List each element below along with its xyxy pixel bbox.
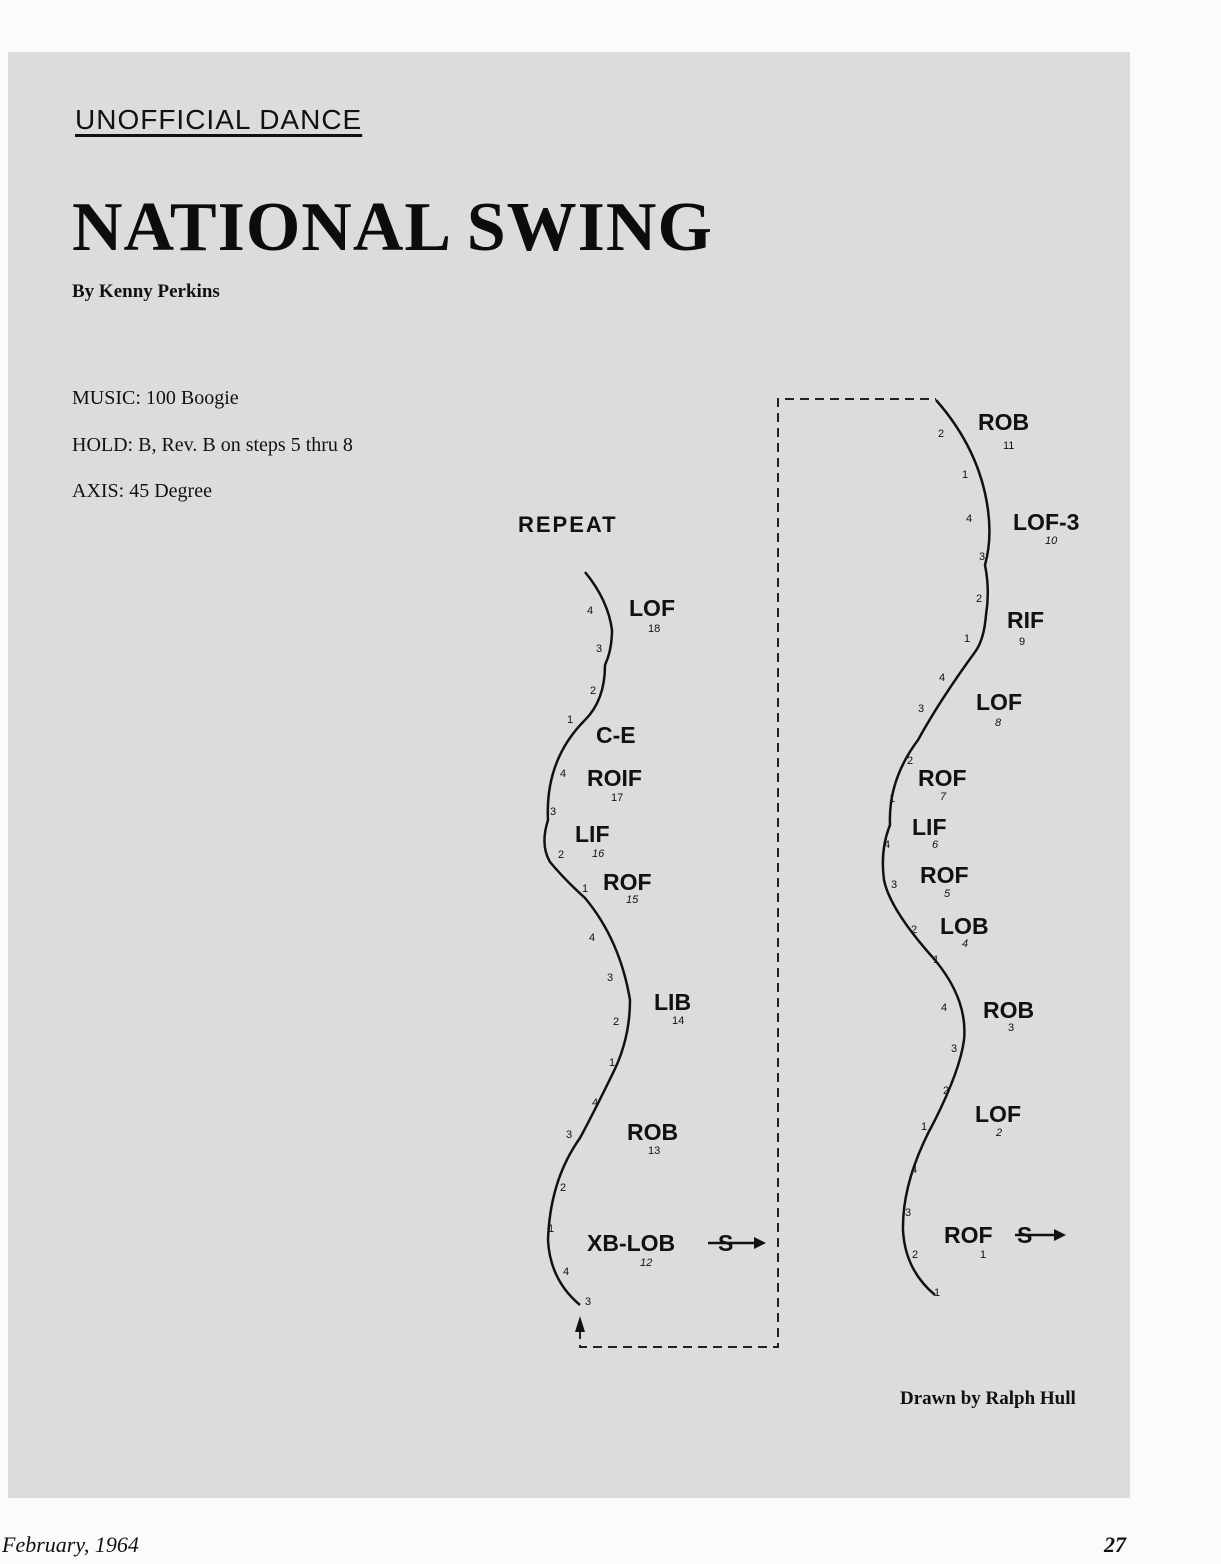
svg-text:3: 3 — [905, 1207, 912, 1219]
hold-detail: HOLD: B, Rev. B on steps 5 thru 8 — [72, 434, 353, 456]
svg-text:4: 4 — [884, 839, 891, 851]
svg-text:1: 1 — [964, 633, 971, 645]
svg-text:4: 4 — [941, 1002, 948, 1014]
start-marker-right: S — [1017, 1222, 1033, 1248]
step-label-15: ROF — [603, 869, 652, 895]
svg-text:3: 3 — [918, 703, 925, 715]
svg-text:2: 2 — [943, 1085, 950, 1097]
step-label-7: ROF — [918, 765, 967, 791]
step-number-10: 10 — [1045, 535, 1058, 547]
start-marker-left: S — [718, 1230, 734, 1256]
step-label-18: LOF — [629, 595, 675, 621]
step-number-5: 5 — [944, 888, 951, 900]
svg-text:4: 4 — [560, 768, 567, 780]
step-label-16: LIF — [575, 821, 610, 847]
svg-text:4: 4 — [589, 932, 596, 944]
svg-text:3: 3 — [596, 643, 603, 655]
svg-text:3: 3 — [566, 1129, 573, 1141]
svg-text:1: 1 — [609, 1057, 616, 1069]
step-number-6: 6 — [932, 839, 939, 851]
step-label-11: ROB — [978, 409, 1030, 435]
right-column-labels — [912, 409, 1079, 1261]
step-label-ce: C-E — [596, 722, 636, 748]
svg-text:3: 3 — [607, 972, 614, 984]
step-number-8: 8 — [995, 717, 1002, 729]
step-number-16: 16 — [592, 848, 605, 860]
step-number-15: 15 — [626, 894, 639, 906]
drawing-credit: Drawn by Ralph Hull — [900, 1388, 1076, 1409]
svg-text:3: 3 — [979, 551, 986, 563]
svg-text:1: 1 — [567, 714, 574, 726]
svg-text:4: 4 — [939, 672, 946, 684]
svg-text:3: 3 — [585, 1296, 592, 1308]
step-number-11: 11 — [1003, 440, 1015, 452]
up-arrow-icon — [575, 1316, 585, 1332]
step-number-9: 9 — [1019, 636, 1026, 648]
step-label-2: LOF — [975, 1101, 1021, 1127]
step-number-13: 13 — [648, 1145, 661, 1157]
svg-text:4: 4 — [563, 1266, 570, 1278]
svg-text:4: 4 — [587, 605, 594, 617]
step-number-2: 2 — [996, 1127, 1003, 1139]
byline: By Kenny Perkins — [72, 281, 220, 302]
svg-text:1: 1 — [933, 954, 940, 966]
repeat-label: REPEAT — [518, 512, 618, 537]
step-label-1: ROF — [944, 1222, 993, 1248]
right-arrow-icon — [1054, 1229, 1066, 1241]
step-label-10: LOF-3 — [1013, 509, 1080, 535]
step-label-5: ROF — [920, 862, 969, 888]
svg-text:3: 3 — [951, 1043, 958, 1055]
section-kicker: UNOFFICIAL DANCE — [75, 104, 363, 135]
svg-text:1: 1 — [934, 1287, 941, 1299]
step-number-18: 18 — [648, 623, 661, 635]
svg-text:4: 4 — [911, 1164, 918, 1176]
step-number-17: 17 — [611, 792, 624, 804]
page-title: NATIONAL SWING — [72, 189, 713, 266]
step-number-3: 3 — [1008, 1022, 1015, 1034]
svg-text:3: 3 — [891, 879, 898, 891]
svg-text:1: 1 — [921, 1121, 928, 1133]
svg-text:4: 4 — [966, 513, 973, 525]
svg-text:2: 2 — [558, 849, 565, 861]
step-label-14: LIB — [654, 989, 692, 1015]
step-label-3: ROB — [983, 997, 1035, 1023]
step-number-4: 4 — [962, 938, 969, 950]
step-label-6: LIF — [912, 814, 947, 840]
step-label-13: ROB — [627, 1119, 679, 1145]
step-label-9: RIF — [1007, 607, 1045, 633]
svg-text:2: 2 — [613, 1016, 620, 1028]
axis-detail: AXIS: 45 Degree — [72, 480, 212, 502]
svg-text:3: 3 — [550, 806, 557, 818]
step-label-8: LOF — [976, 689, 1022, 715]
step-label-4: LOB — [940, 913, 989, 939]
step-number-7: 7 — [940, 791, 947, 803]
svg-text:1: 1 — [962, 469, 969, 481]
page-number: 27 — [1104, 1532, 1126, 1557]
left-track-curve — [544, 572, 630, 1305]
music-detail: MUSIC: 100 Boogie — [72, 387, 239, 409]
svg-text:2: 2 — [590, 685, 597, 697]
svg-text:2: 2 — [907, 755, 914, 767]
right-arrow-icon-left — [754, 1237, 766, 1249]
svg-text:1: 1 — [889, 793, 896, 805]
footer-date: February, 1964 — [2, 1532, 139, 1557]
svg-text:2: 2 — [911, 924, 918, 936]
svg-text:1: 1 — [548, 1223, 555, 1235]
svg-text:2: 2 — [938, 428, 945, 440]
step-number-14: 14 — [672, 1015, 685, 1027]
svg-text:1: 1 — [582, 883, 589, 895]
step-label-12: XB-LOB — [587, 1230, 676, 1256]
step-number-1: 1 — [980, 1249, 987, 1261]
svg-text:2: 2 — [912, 1249, 919, 1261]
svg-text:2: 2 — [560, 1182, 567, 1194]
svg-text:4: 4 — [592, 1097, 599, 1109]
left-column-labels — [575, 595, 766, 1269]
step-label-17: ROIF — [587, 765, 642, 791]
step-number-12: 12 — [640, 1257, 653, 1269]
svg-text:2: 2 — [976, 593, 983, 605]
